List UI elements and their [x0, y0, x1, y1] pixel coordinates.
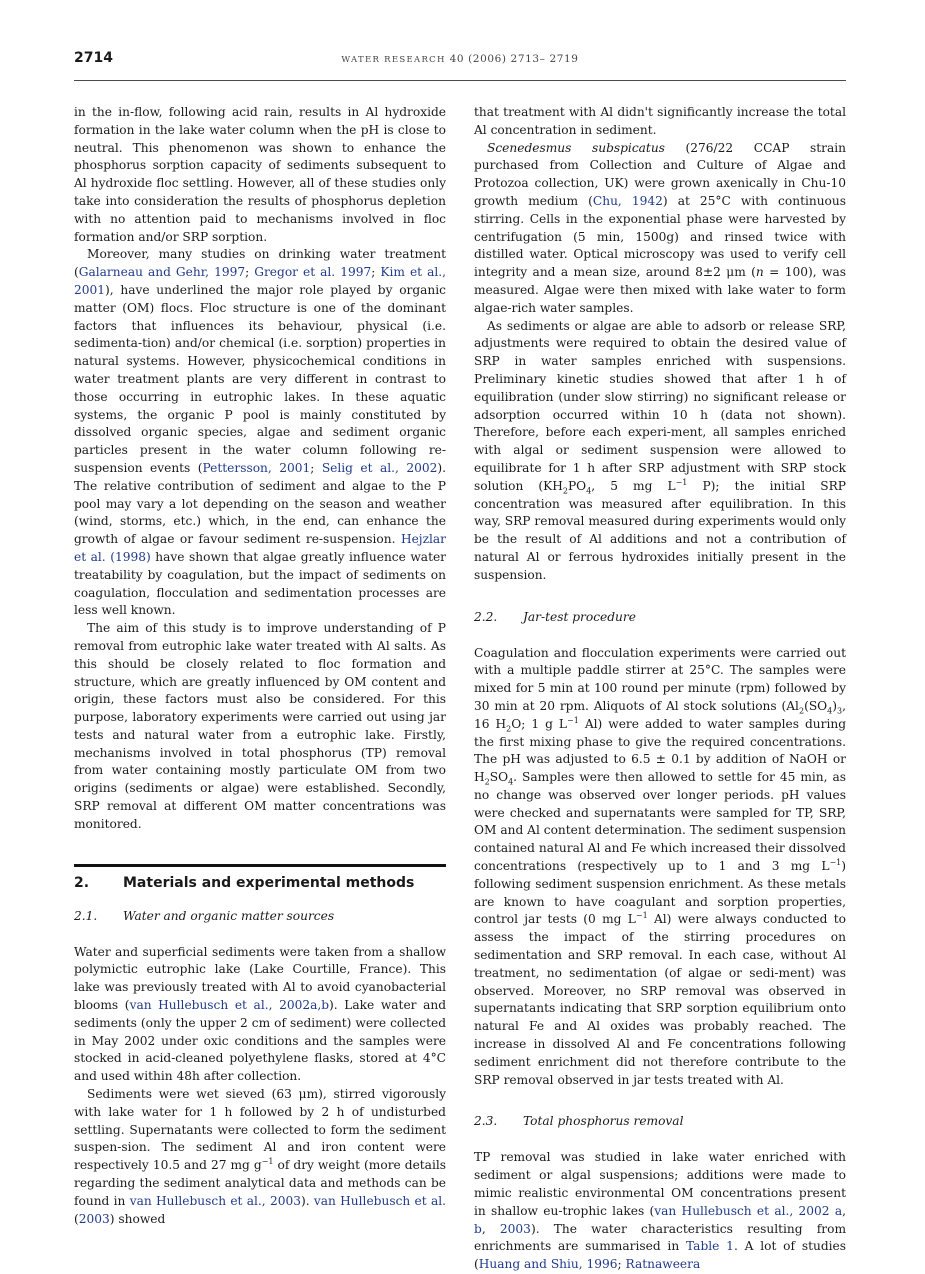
- subsection-title: Total phosphorus removal: [523, 1114, 684, 1129]
- page-header: [74, 50, 846, 81]
- species-name: Scenedesmus subspicatus: [487, 140, 665, 155]
- paragraph: Sediments were wet sieved (63 μm), stirred vigorously with lake water for 1 h followed by 2 h of undisturbed settling. Supernatants were collected to form the sediment suspen-sion. The sediment Al and iron content were respectively 10.5 and 27 mg $g^{-1}$ of dry weight (more details regarding the sediment analytical data and methods can be found in van Hullebusch et al., 2003). van Hullebusch et al. (2003) showed: [74, 1087, 446, 1226]
- reference-link[interactable]: 2003: [78, 1211, 110, 1226]
- paragraph: in the in-flow, following acid rain, results in Al hydroxide formation in the lake water column when the pH is close to neutral. This phenomenon was shown to enhance the phosphorus sorption capacity of sediments subsequent to Al hydroxide floc settling. However, all of these studies only take into consideration the results of phosphorus depletion with no attention paid to mechanisms involved in floc formation and/or SRP sorption.: [74, 105, 446, 244]
- reference-link[interactable]: b: [474, 1221, 482, 1236]
- subsection-title: Water and organic matter sources: [123, 908, 335, 923]
- section-heading: [74, 864, 446, 894]
- subsection-number: 2.3.: [474, 1114, 498, 1129]
- paragraph: TP removal was studied in lake water enriched with sediment or algal suspensions; additions were made to mimic realistic environmental OM concentrations present in shallow eu-trophic lakes (van Hullebusch et al., 2002 a, b, 2003). The water characteristics resulting from enrichments are summarised in Table 1. A lot of studies (Huang and Shiu, 1996; Ratnaweera: [474, 1150, 846, 1272]
- journal-citation: 40 (2006) 2713– 2719: [445, 53, 579, 65]
- reference-link[interactable]: Galarneau and Gehr, 1997: [78, 265, 246, 280]
- paragraph: The aim of this study is to improve understanding of P removal from eutrophic lake water treated with Al salts. As this should be closely related to floc formation and structure, which are greatly influenced by OM content and origin, these factors must also be considered. For this purpose, laboratory experiments were carried out using jar tests and natural water from a eutrophic lake. Firstly, mechanisms involved in total phosphorus (TP) removal from water containing mostly particulate OM from two origins (sediments or algae) were established. Secondly, SRP removal at different OM matter concentrations was monitored.: [74, 621, 446, 831]
- reference-link[interactable]: Pettersson, 2001: [202, 460, 311, 475]
- table-reference-link[interactable]: Table 1: [686, 1239, 734, 1254]
- reference-link[interactable]: Huang and Shiu, 1996: [478, 1257, 618, 1272]
- section-title: Materials and experimental methods: [123, 874, 415, 891]
- reference-link[interactable]: Gregor et al. 1997: [254, 265, 372, 280]
- subsection-number: 2.2.: [474, 609, 498, 624]
- paragraph: Moreover, many studies on drinking water treatment (Galarneau and Gehr, 1997; Gregor et al. 1997; Kim et al., 2001), have underlined the major role played by organic matter (OM) flocs. Floc structure is one of the dominant factors that influences its behaviour, physical (i.e. sedimenta-tion) and/or chemical (i.e. sorption) properties in natural systems. However, physicochemical conditions in water treatment plants are very different in contrast to those occurring in eutrophic lakes. In these aquatic systems, the organic P pool is mainly constituted by dissolved organic species, algae and sediment organic particles present in the water column following re-suspension events (Pettersson, 2001; Selig et al., 2002). The relative contribution of sediment and algae to the P pool may vary a lot depending on the season and weather (wind, storms, etc.) which, in the end, can enhance the growth of algae or favour sediment re-suspension. Hejzlar et al. (1998) have shown that algae greatly influence water treatability by coagulation, but the impact of sediments on coagulation, flocculation and sedimentation processes are less well known.: [74, 247, 447, 618]
- reference-link[interactable]: Ratnaweera: [625, 1257, 701, 1272]
- subsection-heading: [474, 609, 846, 627]
- subsection-number: 2.1.: [74, 908, 98, 923]
- journal-name: WATER RESEARCH: [341, 55, 446, 65]
- reference-link[interactable]: van Hullebusch et al., 2003: [129, 1193, 301, 1208]
- left-column: [74, 104, 446, 1228]
- paragraph: Coagulation and flocculation experiments were carried out with a multiple paddle stirrer at 25°C. The samples were mixed for 5 min at 100 round per minute (rpm) followed by 30 min at 20 rpm. Aliquots of Al stock solutions ($Al_2(SO_4)_3$, 16 $H_2O$; 1 g $L^{-1}$ Al) were added to water samples during the first mixing phase to give the required concentrations. The pH was adjusted to 6.5 ± 0.1 by addition of NaOH or $H_2SO_4$. Samples were then allowed to settle for 45 min, as no change was observed over longer periods. pH values were checked and supernatants were sampled for TP, SRP, OM and Al content determination. The sediment suspension contained natural Al and Fe which increased their dissolved concentrations (respectively up to 1 and 3 mg $L^{-1}$) following sediment suspension enrichment. As these metals are known to have coagulant and sorption properties, control jar tests (0 mg $L^{-1}$ Al) were always conducted to assess the impact of the stirring procedures on sedimentation and SRP removal. In each case, without Al treatment, no sedimentation (of algae or sedi-ment) was observed. Moreover, no SRP removal was observed in supernatants indicating that SRP sorption equilibrium onto natural Fe and Al oxides was probably reached. The increase in dissolved Al and Fe concentrations following sediment enrichment did not therefore contribute to the SRP removal observed in jar tests treated with Al.: [474, 645, 847, 1087]
- reference-link[interactable]: Kim et al., 2001: [74, 265, 447, 297]
- paragraph: As sediments or algae are able to adsorb or release SRP, adjustments were required to obtain the desired value of SRP in water samples enriched with suspensions. Preliminary kinetic studies showed that after 1 h of equilibration (under slow stirring) no significant release or adsorption occurred within 10 h (data not shown). Therefore, before each experi-ment, all samples enriched with algal or sediment suspension were allowed to equilibrate for 1 h after SRP adjustment with SRP stock solution ($KH_2PO_4$, 5 mg $L^{-1}$ P); the initial SRP concentration was measured after equilibration. In this way, SRP removal measured during experiments would only be the result of Al additions and not a contribution of natural Al or ferrous hydroxides initially present in the suspension.: [474, 318, 847, 582]
- reference-link[interactable]: Selig et al., 2002: [321, 460, 438, 475]
- paragraph: Water and superficial sediments were taken from a shallow polymictic eutrophic lake (Lake Courtille, France). This lake was previously treated with Al to avoid cyanobacterial blooms (van Hullebusch et al., 2002a,b). Lake water and sediments (only the upper 2 cm of sediment) were collected in May 2002 under oxic conditions and the samples were stocked in acid-cleaned polyethylene flasks, stored at 4°C and used within 48h after collection.: [74, 944, 447, 1084]
- reference-link[interactable]: 2003: [499, 1221, 531, 1236]
- subsection-heading: [74, 908, 446, 926]
- right-column: [474, 104, 846, 1274]
- reference-link[interactable]: van Hullebusch et al.: [313, 1193, 446, 1208]
- reference-link[interactable]: van Hullebusch et al., 2002a,b: [129, 998, 330, 1013]
- subsection-heading: [474, 1113, 846, 1131]
- reference-link[interactable]: Hejzlar et al. (1998): [74, 532, 446, 564]
- paragraph: that treatment with Al didn't significantly increase the total Al concentration in sediment.: [474, 105, 846, 137]
- subsection-title: Jar-test procedure: [523, 609, 636, 624]
- paragraph: Scenedesmus subspicatus (276/22 CCAP strain purchased from Collection and Culture of Algae and Protozoa collection, UK) were grown axenically in Chu-10 growth medium (Chu, 1942) at 25°C with continuous stirring. Cells in the exponential phase were harvested by centrifugation (5 min, 1500g) and rinsed twice with distilled water. Optical microscopy was used to verify cell integrity and a mean size, around 8±2 μm (n = 100), was measured. Algae were then mixed with lake water to form algae-rich water samples.: [474, 140, 846, 315]
- section-number: 2.: [74, 874, 90, 891]
- page-number: 2714: [74, 50, 113, 66]
- reference-link[interactable]: Chu, 1942: [592, 193, 663, 208]
- running-head: [74, 53, 846, 65]
- reference-link[interactable]: van Hullebusch et al., 2002 a: [654, 1203, 843, 1218]
